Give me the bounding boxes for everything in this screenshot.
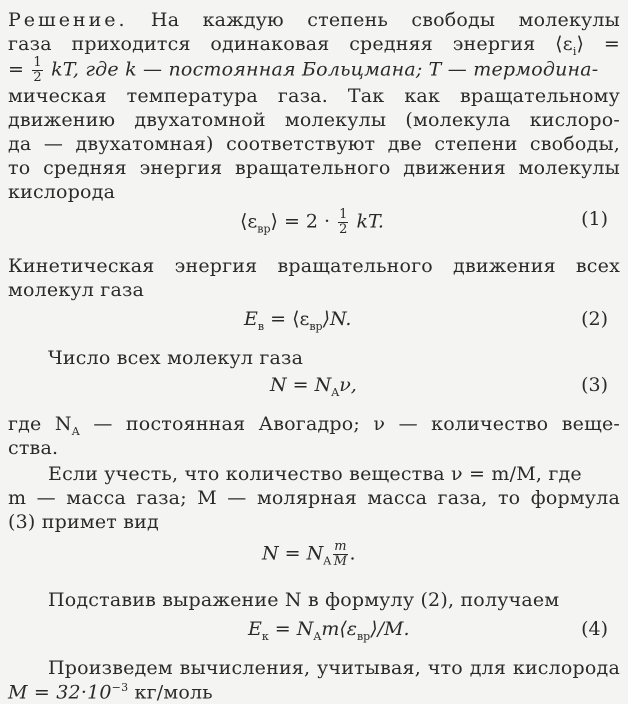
fraction-m-over-M: $\frac{m}{M}$	[333, 539, 348, 569]
text-line-3: = $\frac{1}{2}$ kT, где k — постоянная Больцмана; T — термодина-	[8, 55, 599, 85]
text-line-17: Подставив выражение N в формулу (2), получаем	[48, 589, 560, 611]
text-line-12: где $N_A$ — постоянная Авогадро; ν — количество веще-	[8, 413, 621, 438]
equation-1: $⟨\varepsilon_{вр}⟩ = 2$ · $\frac{1}{2}$ kT. (1)	[240, 207, 608, 237]
text-line-11: Число всех молекул газа	[48, 347, 304, 369]
text-line-2: газа приходится одинаковая средняя энергия $⟨\varepsilon_i⟩$ =	[8, 33, 620, 58]
equation-number-1: (1)	[581, 208, 608, 230]
equation-3: $N = N_A\nu$, (3)	[270, 374, 608, 399]
text-line-5: движению двухатомной молекулы (молекула кислоро-	[8, 109, 620, 131]
text-line-4: мическая температура газа. Так как вращательному	[8, 85, 620, 107]
text-line-13: ства.	[8, 437, 59, 459]
equation-4: $N = N_A$ $\frac{m}{M}$ .	[262, 539, 356, 569]
text-line-18: Произведем вычисления, учитывая, что для кислорода	[48, 657, 620, 679]
equation-number-3: (3)	[581, 374, 608, 396]
equation-5: $E_к$ = $N_Am⟨\varepsilon_{вр}⟩/M$. (4)	[248, 618, 608, 643]
equation-2: $E_в$ = $⟨\varepsilon_{вр}⟩N$. (2)	[244, 308, 608, 333]
text-line-8: кислорода	[8, 181, 116, 203]
text-line-15: m — масса газа; M — молярная масса газа, то формула	[8, 487, 620, 509]
equation-number-2: (2)	[581, 308, 608, 330]
equation-number-4: (4)	[581, 618, 608, 640]
text-line-7: то средняя энергия вращательного движения молекулы	[8, 157, 620, 179]
text-line-1: Решение. На каждую степень свободы молекулы	[8, 9, 620, 31]
text-line-6: да — двухатомная) соответствуют две степени свободы,	[8, 133, 620, 155]
solution-heading: Решение.	[8, 9, 128, 31]
text-line-16: (3) примет вид	[8, 511, 159, 533]
text-line-19: $M = 32\cdot 10^{-3}$ кг/моль	[8, 681, 213, 704]
text-line-14: Если учесть, что количество вещества ν = m/M, где	[48, 463, 582, 485]
text-line-9: Кинетическая энергия вращательного движения всех	[8, 255, 620, 277]
text-line-10: молекул газа	[8, 279, 145, 301]
fraction-one-half: $\frac{1}{2}$	[33, 55, 42, 85]
